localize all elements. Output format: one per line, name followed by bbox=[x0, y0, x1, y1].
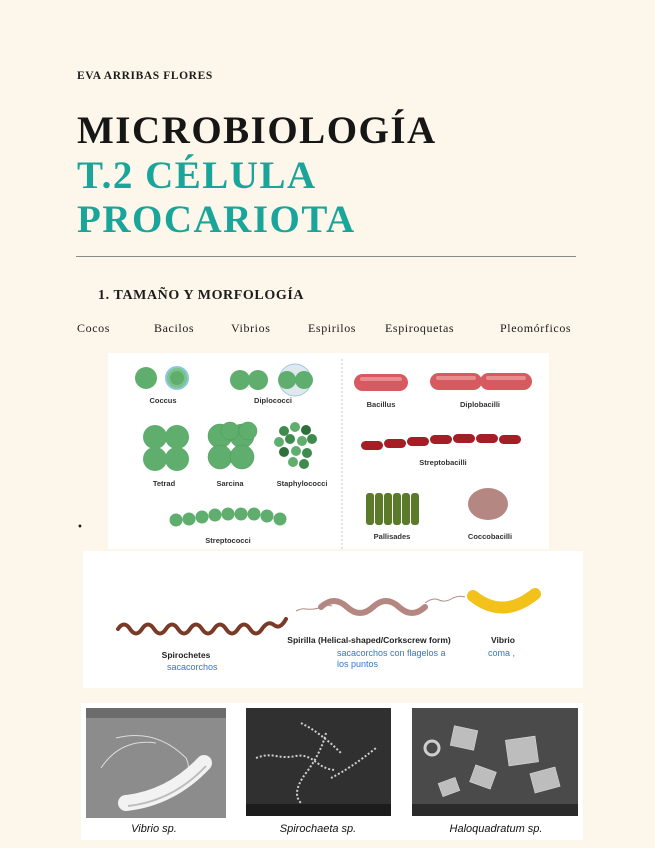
spirilla-shape bbox=[321, 601, 425, 613]
label-staphylococci: Staphylococci bbox=[276, 479, 328, 488]
caption-haloquadratum: Haloquadratum sp. bbox=[449, 823, 543, 835]
label-tetrad: Tetrad bbox=[152, 479, 176, 488]
streptococci-shape bbox=[170, 508, 287, 527]
label-coccobacilli: Coccobacilli bbox=[467, 532, 513, 541]
label-spirilla: Spirilla (Helical-shaped/Corkscrew form) bbox=[287, 635, 451, 645]
spirilla-flagellum-right bbox=[425, 596, 465, 603]
spiral-forms-shapes bbox=[83, 551, 583, 688]
spiral-forms-diagram bbox=[83, 551, 583, 688]
page-subtitle-line2: PROCARIOTA bbox=[77, 198, 356, 241]
morphology-espiroquetas: Espiroquetas bbox=[385, 321, 455, 335]
label-streptobacilli: Streptobacilli bbox=[419, 458, 467, 467]
section-heading: 1. TAMAÑO Y MORFOLOGÍA bbox=[98, 288, 305, 303]
morphology-cocos: Cocos bbox=[77, 321, 110, 335]
caption-spirochaeta: Spirochaeta sp. bbox=[279, 823, 357, 835]
note-spirilla: sacacorchos con flagelos a los puntos bbox=[337, 648, 446, 669]
morphology-espirilos: Espirilos bbox=[308, 321, 357, 335]
cocci-bacilli-diagram bbox=[108, 353, 549, 549]
morphology-pleomorficos: Pleomórficos bbox=[500, 321, 572, 335]
author-name: EVA ARRIBAS FLORES bbox=[77, 70, 213, 82]
diplobacilli-shape bbox=[430, 373, 532, 390]
pallisades-shape bbox=[366, 493, 419, 525]
page-subtitle-line1: T.2 CÉLULA bbox=[77, 154, 317, 197]
label-pallisades: Pallisades bbox=[373, 532, 411, 541]
vibrio-shape bbox=[473, 594, 535, 608]
coccus-shape bbox=[135, 367, 188, 389]
staphylococci-shape bbox=[274, 422, 317, 469]
vibrio-micrograph bbox=[86, 708, 226, 818]
label-spirochetes: Spirochetes bbox=[161, 650, 211, 660]
haloquadratum-micrograph bbox=[412, 708, 578, 816]
caption-vibrio: Vibrio sp. bbox=[131, 823, 177, 835]
list-bullet: • bbox=[77, 522, 83, 533]
spirochete-shape bbox=[118, 619, 286, 634]
label-sarcina: Sarcina bbox=[216, 479, 244, 488]
diplococci-shape bbox=[230, 364, 313, 396]
morphology-vibrios: Vibrios bbox=[231, 321, 271, 335]
bacillus-shape bbox=[354, 374, 408, 391]
label-streptococci: Streptococci bbox=[205, 536, 251, 545]
sarcina-shape bbox=[208, 422, 257, 469]
title-divider bbox=[76, 256, 576, 257]
cocci-bacilli-shapes bbox=[108, 353, 549, 549]
label-diplobacilli: Diplobacilli bbox=[459, 400, 501, 409]
morphology-bacilos: Bacilos bbox=[154, 321, 195, 335]
note-vibrio: coma , bbox=[488, 648, 516, 658]
label-bacillus: Bacillus bbox=[366, 400, 396, 409]
label-coccus: Coccus bbox=[149, 396, 177, 405]
coccobacilli-shape bbox=[468, 488, 508, 520]
spirochaeta-micrograph bbox=[246, 708, 391, 816]
label-vibrio: Vibrio bbox=[491, 635, 515, 645]
note-spirochetes: sacacorchos bbox=[167, 662, 218, 672]
label-diplococci: Diplococci bbox=[254, 396, 292, 405]
streptobacilli-shape bbox=[361, 434, 521, 450]
page-title: MICROBIOLOGÍA bbox=[77, 109, 437, 152]
tetrad-shape bbox=[143, 425, 189, 471]
